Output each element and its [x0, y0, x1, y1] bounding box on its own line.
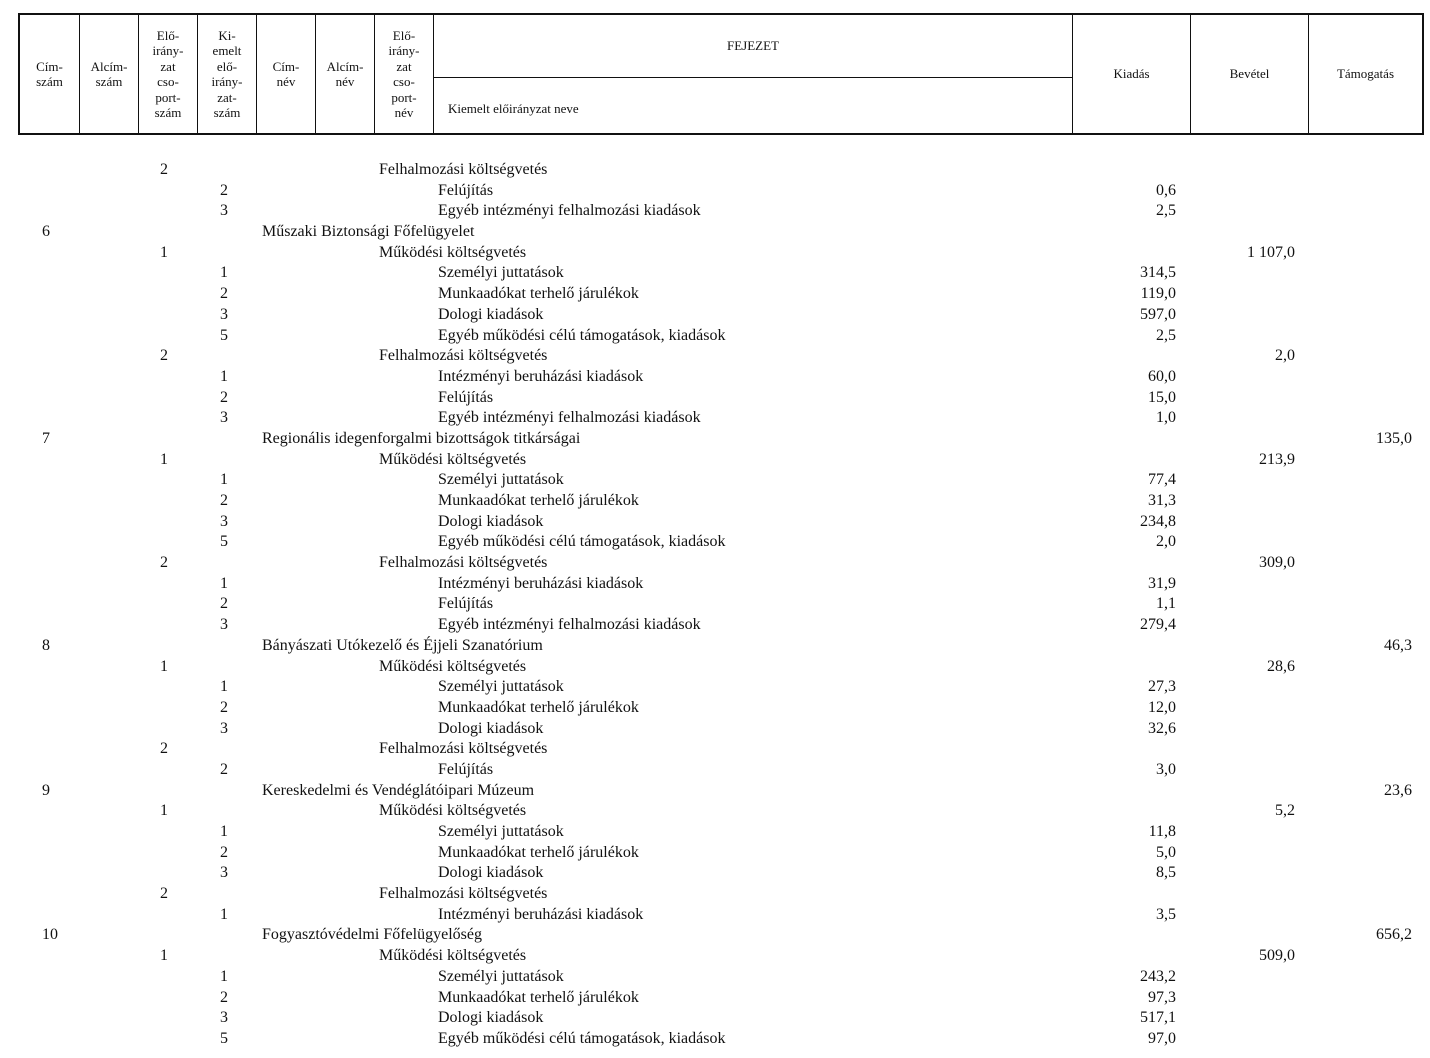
table-row — [0, 988, 1430, 1009]
kiadas-cell: 517,1 — [1140, 1009, 1176, 1027]
kiadas-cell: 119,0 — [1140, 285, 1176, 303]
table-row — [0, 553, 1430, 574]
header-bevetel-label: Bevétel — [1229, 66, 1270, 82]
kiemelt-szam-cell: 2 — [220, 698, 228, 716]
table-row — [0, 243, 1430, 264]
table-row — [0, 532, 1430, 553]
cimszam-cell: 9 — [42, 781, 50, 799]
table-row — [0, 284, 1430, 305]
kiadas-cell: 27,3 — [1148, 678, 1176, 696]
kiadas-cell: 97,0 — [1148, 1029, 1176, 1047]
cimszam-cell: 7 — [42, 429, 50, 447]
row-title: Felújítás — [438, 760, 494, 778]
kiadas-cell: 77,4 — [1148, 471, 1176, 489]
kiadas-cell: 597,0 — [1140, 305, 1176, 323]
table-row — [0, 367, 1430, 388]
kiemelt-szam-cell: 2 — [220, 595, 228, 613]
row-title: Személyi juttatások — [438, 967, 564, 985]
table-row — [0, 263, 1430, 284]
csoportszam-cell: 1 — [160, 450, 168, 468]
table-row — [0, 470, 1430, 491]
table-row — [0, 657, 1430, 678]
table-row — [0, 408, 1430, 429]
row-title: Működési költségvetés — [379, 450, 527, 468]
header-eloiranyzat-csoportszam-label: Elő- irány- zat cso- port- szám — [152, 27, 184, 120]
csoportszam-cell: 1 — [160, 802, 168, 820]
header-eloiranyzat-csoportszam — [139, 15, 198, 133]
row-title: Bányászati Utókezelő és Éjjeli Szanatórium — [262, 636, 543, 654]
table-row — [0, 615, 1430, 636]
table-row — [0, 719, 1430, 740]
row-title: Egyéb működési célú támogatások, kiadások — [438, 533, 726, 551]
header-cimszam — [20, 15, 80, 133]
kiadas-cell: 1,0 — [1156, 409, 1176, 427]
row-title: Dologi kiadások — [438, 1009, 544, 1027]
header-kiadas-label: Kiadás — [1113, 66, 1150, 82]
table-row — [0, 636, 1430, 657]
header-alcimnev-label: Alcím- név — [326, 58, 364, 89]
bevetel-cell: 28,6 — [1267, 657, 1295, 675]
kiadas-cell: 12,0 — [1148, 698, 1176, 716]
table-row — [0, 677, 1430, 698]
table-body — [0, 160, 1430, 1050]
row-title: Felhalmozási költségvetés — [379, 161, 548, 178]
kiemelt-szam-cell: 2 — [220, 843, 228, 861]
bevetel-cell: 309,0 — [1259, 554, 1295, 572]
header-eloiranyzat-csoportnev-label: Elő- irány- zat cso- port- név — [388, 27, 420, 120]
kiadas-cell: 243,2 — [1140, 967, 1176, 985]
kiemelt-szam-cell: 1 — [220, 574, 228, 592]
kiemelt-szam-cell: 1 — [220, 471, 228, 489]
kiemelt-szam-cell: 5 — [220, 326, 228, 344]
kiemelt-szam-cell: 3 — [220, 616, 228, 634]
kiemelt-szam-cell: 5 — [220, 533, 228, 551]
tamogatas-cell: 46,3 — [1384, 636, 1412, 654]
kiemelt-szam-cell: 1 — [220, 905, 228, 923]
row-title: Működési költségvetés — [379, 802, 527, 820]
header-bevetel — [1191, 15, 1309, 133]
kiemelt-szam-cell: 1 — [220, 967, 228, 985]
table-row — [0, 843, 1430, 864]
kiemelt-szam-cell: 2 — [220, 181, 228, 199]
header-kiemelt-eloiranyzat-neve: Kiemelt előirányzat neve — [448, 101, 579, 116]
kiadas-cell: 15,0 — [1148, 388, 1176, 406]
kiemelt-szam-cell: 3 — [220, 512, 228, 530]
kiemelt-szam-cell: 3 — [220, 864, 228, 882]
row-title: Felhalmozási költségvetés — [379, 554, 548, 572]
header-cimnev-label: Cím- név — [272, 58, 300, 89]
kiadas-cell: 0,6 — [1156, 181, 1176, 199]
header-kiemelt-eloiranyzat-szam-label: Ki- emelt elő- irány- zat- szám — [211, 27, 243, 120]
row-title: Felhalmozási költségvetés — [379, 740, 548, 758]
header-kiadas — [1073, 15, 1191, 133]
kiadas-cell: 32,6 — [1148, 719, 1176, 737]
bevetel-cell: 2,0 — [1275, 347, 1295, 365]
row-title: Dologi kiadások — [438, 864, 544, 882]
row-title: Dologi kiadások — [438, 719, 544, 737]
row-title: Munkaadókat terhelő járulékok — [438, 698, 639, 716]
row-title: Intézményi beruházási kiadások — [438, 574, 644, 592]
kiemelt-szam-cell: 3 — [220, 305, 228, 323]
row-title: Felújítás — [438, 181, 494, 199]
row-title: Intézményi beruházási kiadások — [438, 905, 644, 923]
kiadas-cell: 5,0 — [1156, 843, 1176, 861]
row-title: Dologi kiadások — [438, 305, 544, 323]
header-fejezet: FEJEZET — [434, 15, 1072, 78]
row-title: Egyéb intézményi felhalmozási kiadások — [438, 409, 701, 427]
row-title: Egyéb intézményi felhalmozási kiadások — [438, 202, 701, 220]
kiadas-cell: 2,5 — [1156, 202, 1176, 220]
table-row — [0, 222, 1430, 243]
header-alcimszam-label: Alcím- szám — [90, 58, 128, 89]
csoportszam-cell: 2 — [160, 740, 168, 758]
row-title: Felújítás — [438, 388, 494, 406]
kiadas-cell: 97,3 — [1148, 988, 1176, 1006]
header-alcimnev — [316, 15, 375, 133]
bevetel-cell: 509,0 — [1259, 947, 1295, 965]
kiemelt-szam-cell: 3 — [220, 202, 228, 220]
tamogatas-cell: 23,6 — [1384, 781, 1412, 799]
table-header — [18, 13, 1424, 135]
kiadas-cell: 31,9 — [1148, 574, 1176, 592]
kiadas-cell: 234,8 — [1140, 512, 1176, 530]
row-title: Kereskedelmi és Vendéglátóipari Múzeum — [262, 781, 535, 799]
table-row — [0, 946, 1430, 967]
table-row — [0, 884, 1430, 905]
csoportszam-cell: 1 — [160, 243, 168, 261]
kiadas-cell: 8,5 — [1156, 864, 1176, 882]
row-title: Felhalmozási költségvetés — [379, 347, 548, 365]
kiemelt-szam-cell: 1 — [220, 678, 228, 696]
header-eloiranyzat-csoportnev — [375, 15, 434, 133]
header-fejezet-group — [434, 15, 1073, 133]
kiemelt-szam-cell: 2 — [220, 988, 228, 1006]
row-title: Munkaadókat terhelő járulékok — [438, 285, 639, 303]
cimszam-cell: 6 — [42, 223, 50, 241]
table-row — [0, 305, 1430, 326]
header-alcimszam — [80, 15, 139, 133]
row-title: Dologi kiadások — [438, 512, 544, 530]
header-cimszam-label: Cím- szám — [36, 58, 63, 89]
csoportszam-cell: 2 — [160, 161, 168, 178]
row-title: Működési költségvetés — [379, 657, 527, 675]
table-row — [0, 698, 1430, 719]
csoportszam-cell: 1 — [160, 947, 168, 965]
row-title: Műszaki Biztonsági Főfelügyelet — [262, 223, 475, 241]
table-row — [0, 512, 1430, 533]
table-row — [0, 594, 1430, 615]
table-row — [0, 925, 1430, 946]
bevetel-cell: 1 107,0 — [1247, 243, 1295, 261]
row-title: Személyi juttatások — [438, 471, 564, 489]
row-title: Személyi juttatások — [438, 823, 564, 840]
table-row — [0, 450, 1430, 471]
table-row — [0, 201, 1430, 222]
tamogatas-cell: 656,2 — [1376, 926, 1412, 944]
table-row — [0, 429, 1430, 450]
table-row — [0, 574, 1430, 595]
kiadas-cell: 279,4 — [1140, 616, 1176, 634]
kiemelt-szam-cell: 3 — [220, 719, 228, 737]
header-tamogatas-label: Támogatás — [1336, 66, 1395, 82]
table-row — [0, 905, 1430, 926]
kiemelt-szam-cell: 2 — [220, 388, 228, 406]
row-title: Munkaadókat terhelő járulékok — [438, 988, 639, 1006]
row-title: Felújítás — [438, 595, 494, 613]
row-title: Intézményi beruházási kiadások — [438, 367, 644, 385]
kiadas-cell: 11,8 — [1148, 823, 1176, 840]
kiemelt-szam-cell: 3 — [220, 409, 228, 427]
row-title: Személyi juttatások — [438, 678, 564, 696]
kiadas-cell: 31,3 — [1148, 492, 1176, 509]
kiemelt-szam-cell: 5 — [220, 1029, 228, 1047]
table-row — [0, 160, 1430, 181]
table-row — [0, 181, 1430, 202]
kiadas-cell: 3,5 — [1156, 905, 1176, 923]
kiadas-cell: 314,5 — [1140, 264, 1176, 282]
tamogatas-cell: 135,0 — [1376, 429, 1412, 447]
row-title: Fogyasztóvédelmi Főfelügyelőség — [262, 926, 482, 944]
cimszam-cell: 8 — [42, 636, 50, 654]
kiemelt-szam-cell: 1 — [220, 367, 228, 385]
row-title: Regionális idegenforgalmi bizottságok titkárságai — [262, 429, 581, 447]
kiemelt-szam-cell: 2 — [220, 760, 228, 778]
row-title: Munkaadókat terhelő járulékok — [438, 492, 639, 509]
table-row — [0, 739, 1430, 760]
table-row — [0, 781, 1430, 802]
csoportszam-cell: 1 — [160, 657, 168, 675]
kiadas-cell: 2,0 — [1156, 533, 1176, 551]
kiadas-cell: 3,0 — [1156, 760, 1176, 778]
kiemelt-szam-cell: 1 — [220, 264, 228, 282]
cimszam-cell: 10 — [42, 926, 58, 944]
bevetel-cell: 5,2 — [1275, 802, 1295, 820]
table-row — [0, 1008, 1430, 1029]
kiemelt-szam-cell: 1 — [220, 823, 228, 840]
row-title: Működési költségvetés — [379, 947, 527, 965]
row-title: Felhalmozási költségvetés — [379, 885, 548, 903]
row-title: Működési költségvetés — [379, 243, 527, 261]
csoportszam-cell: 2 — [160, 554, 168, 572]
kiemelt-szam-cell: 3 — [220, 1009, 228, 1027]
table-row — [0, 491, 1430, 512]
table-row — [0, 801, 1430, 822]
kiadas-cell: 2,5 — [1156, 326, 1176, 344]
header-cimnev — [257, 15, 316, 133]
kiadas-cell: 1,1 — [1156, 595, 1176, 613]
table-row — [0, 388, 1430, 409]
table-row — [0, 326, 1430, 347]
row-title: Egyéb működési célú támogatások, kiadások — [438, 326, 726, 344]
header-kiemelt-eloiranyzat-szam — [198, 15, 257, 133]
bevetel-cell: 213,9 — [1259, 450, 1295, 468]
row-title: Munkaadókat terhelő járulékok — [438, 843, 639, 861]
row-title: Személyi juttatások — [438, 264, 564, 282]
table-row — [0, 967, 1430, 988]
row-title: Egyéb intézményi felhalmozási kiadások — [438, 616, 701, 634]
table-row — [0, 1029, 1430, 1050]
table-row — [0, 346, 1430, 367]
kiadas-cell: 60,0 — [1148, 367, 1176, 385]
kiemelt-szam-cell: 2 — [220, 492, 228, 509]
table-row — [0, 822, 1430, 843]
header-tamogatas — [1309, 15, 1422, 133]
kiemelt-szam-cell: 2 — [220, 285, 228, 303]
table-row — [0, 863, 1430, 884]
csoportszam-cell: 2 — [160, 885, 168, 903]
table-row — [0, 760, 1430, 781]
row-title: Egyéb működési célú támogatások, kiadások — [438, 1029, 726, 1047]
csoportszam-cell: 2 — [160, 347, 168, 365]
